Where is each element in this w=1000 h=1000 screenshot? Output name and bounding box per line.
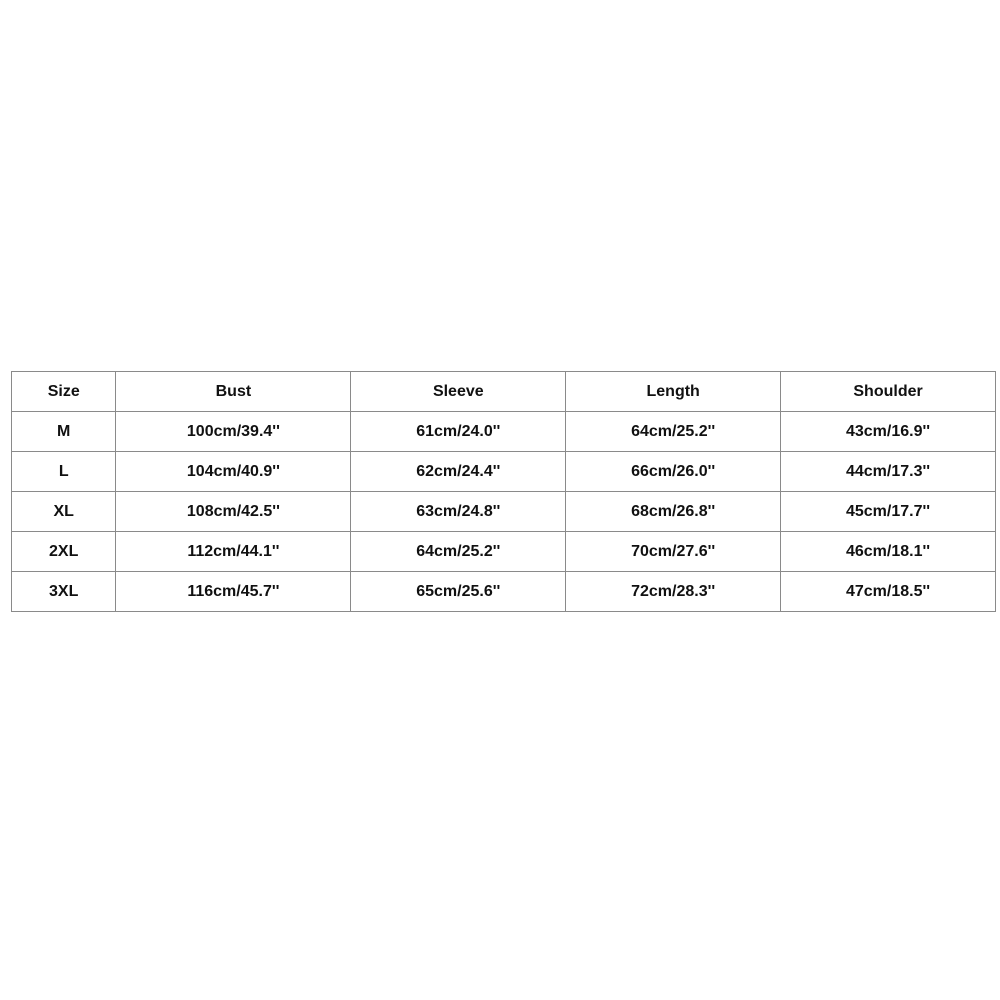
- cell-bust: 116cm/45.7'': [116, 572, 351, 612]
- cell-sleeve: 64cm/25.2'': [351, 532, 566, 572]
- cell-size: L: [12, 452, 116, 492]
- cell-size: 3XL: [12, 572, 116, 612]
- cell-shoulder: 47cm/18.5'': [781, 572, 996, 612]
- cell-bust: 108cm/42.5'': [116, 492, 351, 532]
- table-row: [12, 532, 996, 572]
- cell-bust: 104cm/40.9'': [116, 452, 351, 492]
- cell-length: 66cm/26.0'': [566, 452, 781, 492]
- cell-length: 68cm/26.8'': [566, 492, 781, 532]
- cell-length: 64cm/25.2'': [566, 412, 781, 452]
- table-row: [12, 412, 996, 452]
- header-bust: Bust: [116, 372, 351, 412]
- cell-sleeve: 62cm/24.4'': [351, 452, 566, 492]
- cell-bust: 100cm/39.4'': [116, 412, 351, 452]
- cell-size: 2XL: [12, 532, 116, 572]
- table-header-row: [12, 372, 996, 412]
- cell-sleeve: 61cm/24.0'': [351, 412, 566, 452]
- table-row: [12, 572, 996, 612]
- header-length: Length: [566, 372, 781, 412]
- size-chart-table: [11, 371, 996, 612]
- cell-length: 70cm/27.6'': [566, 532, 781, 572]
- cell-shoulder: 43cm/16.9'': [781, 412, 996, 452]
- cell-sleeve: 65cm/25.6'': [351, 572, 566, 612]
- cell-shoulder: 46cm/18.1'': [781, 532, 996, 572]
- cell-size: M: [12, 412, 116, 452]
- cell-shoulder: 45cm/17.7'': [781, 492, 996, 532]
- header-size: Size: [12, 372, 116, 412]
- header-sleeve: Sleeve: [351, 372, 566, 412]
- cell-shoulder: 44cm/17.3'': [781, 452, 996, 492]
- table-row: [12, 492, 996, 532]
- table-row: [12, 452, 996, 492]
- header-shoulder: Shoulder: [781, 372, 996, 412]
- cell-size: XL: [12, 492, 116, 532]
- cell-length: 72cm/28.3'': [566, 572, 781, 612]
- cell-sleeve: 63cm/24.8'': [351, 492, 566, 532]
- cell-bust: 112cm/44.1'': [116, 532, 351, 572]
